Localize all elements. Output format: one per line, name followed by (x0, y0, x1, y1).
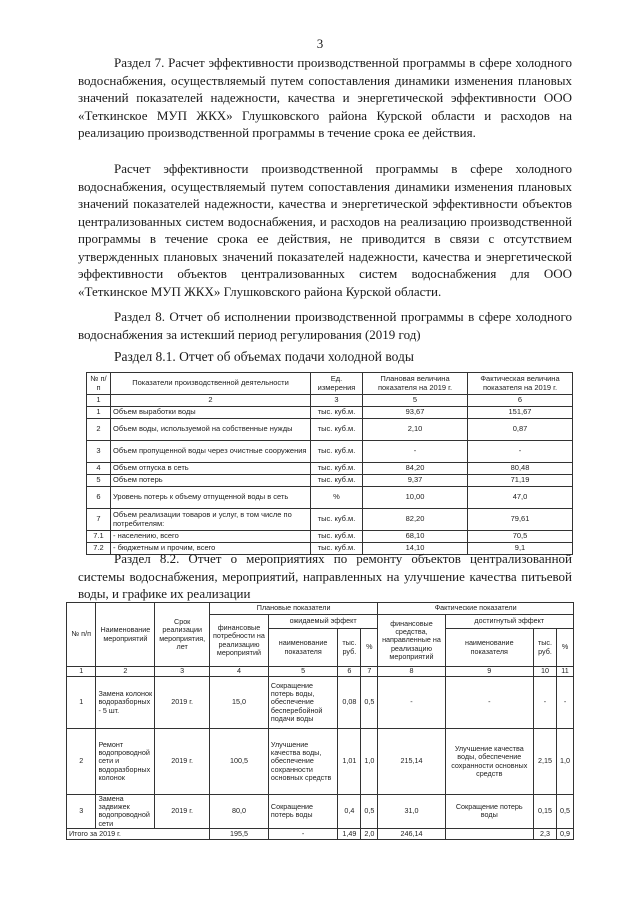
header-num-cell: 5 (363, 395, 468, 407)
table-header-numbers-row (87, 395, 573, 407)
row-number-cell: 1 (67, 677, 96, 729)
row-rub-fact-cell: - (533, 677, 556, 729)
row-rub-cell: 1,01 (338, 729, 361, 795)
row-pct-cell: 0,5 (361, 795, 378, 829)
header-num-cell: 6 (338, 667, 361, 677)
header-rub-fact: тыс. руб. (533, 629, 556, 667)
row-name-cell: - бюджетным и прочим, всего (111, 543, 311, 555)
total-rub-fact-cell: 2,3 (533, 828, 556, 839)
row-fact-cell: 79,61 (468, 509, 573, 531)
row-fact-cell: 151,67 (468, 407, 573, 419)
row-number-cell: 3 (67, 795, 96, 829)
total-label-cell: Итого за 2019 г. (67, 828, 210, 839)
row-plan-cell: 93,67 (363, 407, 468, 419)
total-rub-cell: 1,49 (338, 828, 361, 839)
header-number: № п/п (67, 603, 96, 667)
row-rub-cell: 0,08 (338, 677, 361, 729)
table-header-numbers-row (67, 667, 574, 677)
row-fact-cell: 71,19 (468, 475, 573, 487)
row-plan-cell: 10,00 (363, 487, 468, 509)
row-fact-cell: 0,87 (468, 419, 573, 441)
header-num-cell: 1 (87, 395, 111, 407)
row-fact-cell: 70,5 (468, 531, 573, 543)
header-fin-fact: финансовые средства, направленные на реализацию мероприятий (378, 615, 445, 667)
header-rub: тыс. руб. (338, 629, 361, 667)
row-fact-cell: 9,1 (468, 543, 573, 555)
row-plan-cell: 14,10 (363, 543, 468, 555)
row-name-cell: Ремонт водопроводной сети и водоразборных колонок (96, 729, 155, 795)
row-unit-cell: тыс. куб.м. (311, 509, 363, 531)
row-number-cell: 7.1 (87, 531, 111, 543)
row-name-cell: Уровень потерь к объему отпущенной воды в сеть (111, 487, 311, 509)
row-term-cell: 2019 г. (155, 677, 210, 729)
table-total-row (67, 828, 574, 839)
row-pct-fact-cell: - (557, 677, 574, 729)
table-row (87, 487, 573, 509)
header-plan-group: Плановые показатели (210, 603, 378, 615)
table-row (67, 795, 574, 829)
row-rub-fact-cell: 0,15 (533, 795, 556, 829)
row-name-cell: - населению, всего (111, 531, 311, 543)
row-name-cell: Объем пропущенной воды через очистные сооружения (111, 441, 311, 463)
header-cell: Показатели производственной деятельности (111, 373, 311, 395)
header-num-cell: 3 (311, 395, 363, 407)
table-header-row (87, 373, 573, 395)
row-plan-cell: 84,20 (363, 463, 468, 475)
row-number-cell: 4 (87, 463, 111, 475)
row-unit-cell: тыс. куб.м. (311, 419, 363, 441)
row-name-cell: Замена колонок водоразборных - 5 шт. (96, 677, 155, 729)
header-cell: Фактическая величина показателя на 2019 г. (468, 373, 573, 395)
section8-1-title: Раздел 8.1. Отчет об объемах подачи холодной воды (114, 349, 414, 364)
header-measure-name: Наименование мероприятий (96, 603, 155, 667)
row-fin-plan-cell: 100,5 (210, 729, 269, 795)
row-pct-fact-cell: 1,0 (557, 729, 574, 795)
table-row (67, 729, 574, 795)
table-group-header-row (67, 603, 574, 615)
row-rub-fact-cell: 2,15 (533, 729, 556, 795)
row-pct-cell: 1,0 (361, 729, 378, 795)
header-num-cell: 6 (468, 395, 573, 407)
row-number-cell: 2 (67, 729, 96, 795)
header-num-cell: 4 (210, 667, 269, 677)
row-unit-cell: % (311, 487, 363, 509)
header-num-cell: 11 (557, 667, 574, 677)
header-num-cell: 3 (155, 667, 210, 677)
header-pct: % (361, 629, 378, 667)
row-unit-cell: тыс. куб.м. (311, 463, 363, 475)
row-effect-fact-cell: Улучшение качества воды, обеспечение сохранности основных средств (445, 729, 533, 795)
header-fin-plan: финансовые потребности на реализацию мероприятий (210, 615, 269, 667)
header-num-cell: 7 (361, 667, 378, 677)
row-number-cell: 1 (87, 407, 111, 419)
section7-body-paragraph: Расчет эффективности производственной программы в сфере холодного водоснабжения, осуществляемый путем сопоставления динамики изменения плановых значений показателей надежности, качества и энергетической эффективности объектов централизованных систем водоснабжения, и расходов на реализацию производственной программы в течение срока ее действия, не приводится в связи с отсутствием утвержденных плановых значений показателей надежности, качества и энергетической эффективности объектов централизованных систем водоснабжения для ООО «Теткинское МУП ЖКХ» Глушковского района Курской области. (78, 161, 572, 299)
row-effect-cell: Улучшение качества воды, обеспечение сохранности основных средств (268, 729, 337, 795)
row-unit-cell: тыс. куб.м. (311, 475, 363, 487)
row-number-cell: 6 (87, 487, 111, 509)
page-number: 3 (316, 36, 324, 51)
row-name-cell: Объем воды, используемой на собственные нужды (111, 419, 311, 441)
section7-title-paragraph: Раздел 7. Расчет эффективности производственной программы в сфере холодного водоснабжения, осуществляемый путем сопоставления динамики изменения плановых значений показателей надежности, качества и энергетической эффективности ООО «Теткинское МУП ЖКХ» Глушковского района Курской области и расходов на реализацию производственной программы в течение срока ее действия. (78, 55, 572, 140)
row-rub-cell: 0,4 (338, 795, 361, 829)
row-name-cell: Объем реализации товаров и услуг, в том числе по потребителям: (111, 509, 311, 531)
row-fin-plan-cell: 80,0 (210, 795, 269, 829)
row-fact-cell: 47,0 (468, 487, 573, 509)
total-effect-fact-cell (445, 828, 533, 839)
row-unit-cell: тыс. куб.м. (311, 441, 363, 463)
total-fin-fact-cell: 246,14 (378, 828, 445, 839)
header-pct-fact: % (557, 629, 574, 667)
row-name-cell: Объем выработки воды (111, 407, 311, 419)
row-plan-cell: - (363, 441, 468, 463)
table-row (87, 475, 573, 487)
header-term: Срок реализации мероприятия, лет (155, 603, 210, 667)
table-row (87, 441, 573, 463)
row-fin-fact-cell: - (378, 677, 445, 729)
section8-title-paragraph: Раздел 8. Отчет об исполнении производственной программы в сфере холодного водоснабжения за истекший период регулирования (2019 год) (78, 309, 572, 342)
header-expected-effect: ожидаемый эффект (268, 615, 377, 629)
header-cell: Ед. измерения (311, 373, 363, 395)
header-num-cell: 8 (378, 667, 445, 677)
row-plan-cell: 2,10 (363, 419, 468, 441)
header-num-cell: 5 (268, 667, 337, 677)
row-unit-cell: тыс. куб.м. (311, 407, 363, 419)
row-effect-cell: Сокращение потерь воды (268, 795, 337, 829)
table-row (87, 419, 573, 441)
row-number-cell: 7 (87, 509, 111, 531)
total-pct-cell: 2,0 (361, 828, 378, 839)
table-row (87, 407, 573, 419)
header-effect-name: наименование показателя (268, 629, 337, 667)
header-num-cell: 9 (445, 667, 533, 677)
header-achieved-effect: достигнутый эффект (445, 615, 573, 629)
total-fin-plan-cell: 195,5 (210, 828, 269, 839)
table-row (87, 509, 573, 531)
row-name-cell: Объем потерь (111, 475, 311, 487)
row-term-cell: 2019 г. (155, 795, 210, 829)
header-num-cell: 2 (96, 667, 155, 677)
row-pct-cell: 0,5 (361, 677, 378, 729)
row-effect-fact-cell: Сокращение потерь воды (445, 795, 533, 829)
row-fin-fact-cell: 215,14 (378, 729, 445, 795)
row-number-cell: 7.2 (87, 543, 111, 555)
row-fact-cell: - (468, 441, 573, 463)
header-fact-group: Фактические показатели (378, 603, 574, 615)
header-num-cell: 10 (533, 667, 556, 677)
row-plan-cell: 9,37 (363, 475, 468, 487)
row-unit-cell: тыс. куб.м. (311, 543, 363, 555)
repair-measures-table (66, 602, 574, 840)
header-cell: № п/п (87, 373, 111, 395)
table-row (87, 531, 573, 543)
header-effect-name-fact: наименование показателя (445, 629, 533, 667)
row-plan-cell: 68,10 (363, 531, 468, 543)
row-fact-cell: 80,48 (468, 463, 573, 475)
header-cell: Плановая величина показателя на 2019 г. (363, 373, 468, 395)
row-name-cell: Замена задвижек водопроводной сети (96, 795, 155, 829)
row-plan-cell: 82,20 (363, 509, 468, 531)
row-effect-cell: Сокращение потерь воды, обеспечение бесперебойной подачи воды (268, 677, 337, 729)
table-row (87, 463, 573, 475)
row-term-cell: 2019 г. (155, 729, 210, 795)
header-num-cell: 2 (111, 395, 311, 407)
row-number-cell: 2 (87, 419, 111, 441)
row-number-cell: 5 (87, 475, 111, 487)
section8-2-title-paragraph: Раздел 8.2. Отчет о мероприятиях по ремонту объектов централизованной системы водоснабжения, мероприятий, направленных на улучшение качества питьевой воды, и графике их реализации (78, 551, 572, 601)
total-effect-cell: - (268, 828, 337, 839)
total-pct-fact-cell: 0,9 (557, 828, 574, 839)
row-name-cell: Объем отпуска в сеть (111, 463, 311, 475)
row-unit-cell: тыс. куб.м. (311, 531, 363, 543)
table-row (67, 677, 574, 729)
row-fin-fact-cell: 31,0 (378, 795, 445, 829)
header-num-cell: 1 (67, 667, 96, 677)
row-effect-fact-cell: - (445, 677, 533, 729)
row-pct-fact-cell: 0,5 (557, 795, 574, 829)
water-volume-table (86, 372, 573, 555)
row-number-cell: 3 (87, 441, 111, 463)
row-fin-plan-cell: 15,0 (210, 677, 269, 729)
